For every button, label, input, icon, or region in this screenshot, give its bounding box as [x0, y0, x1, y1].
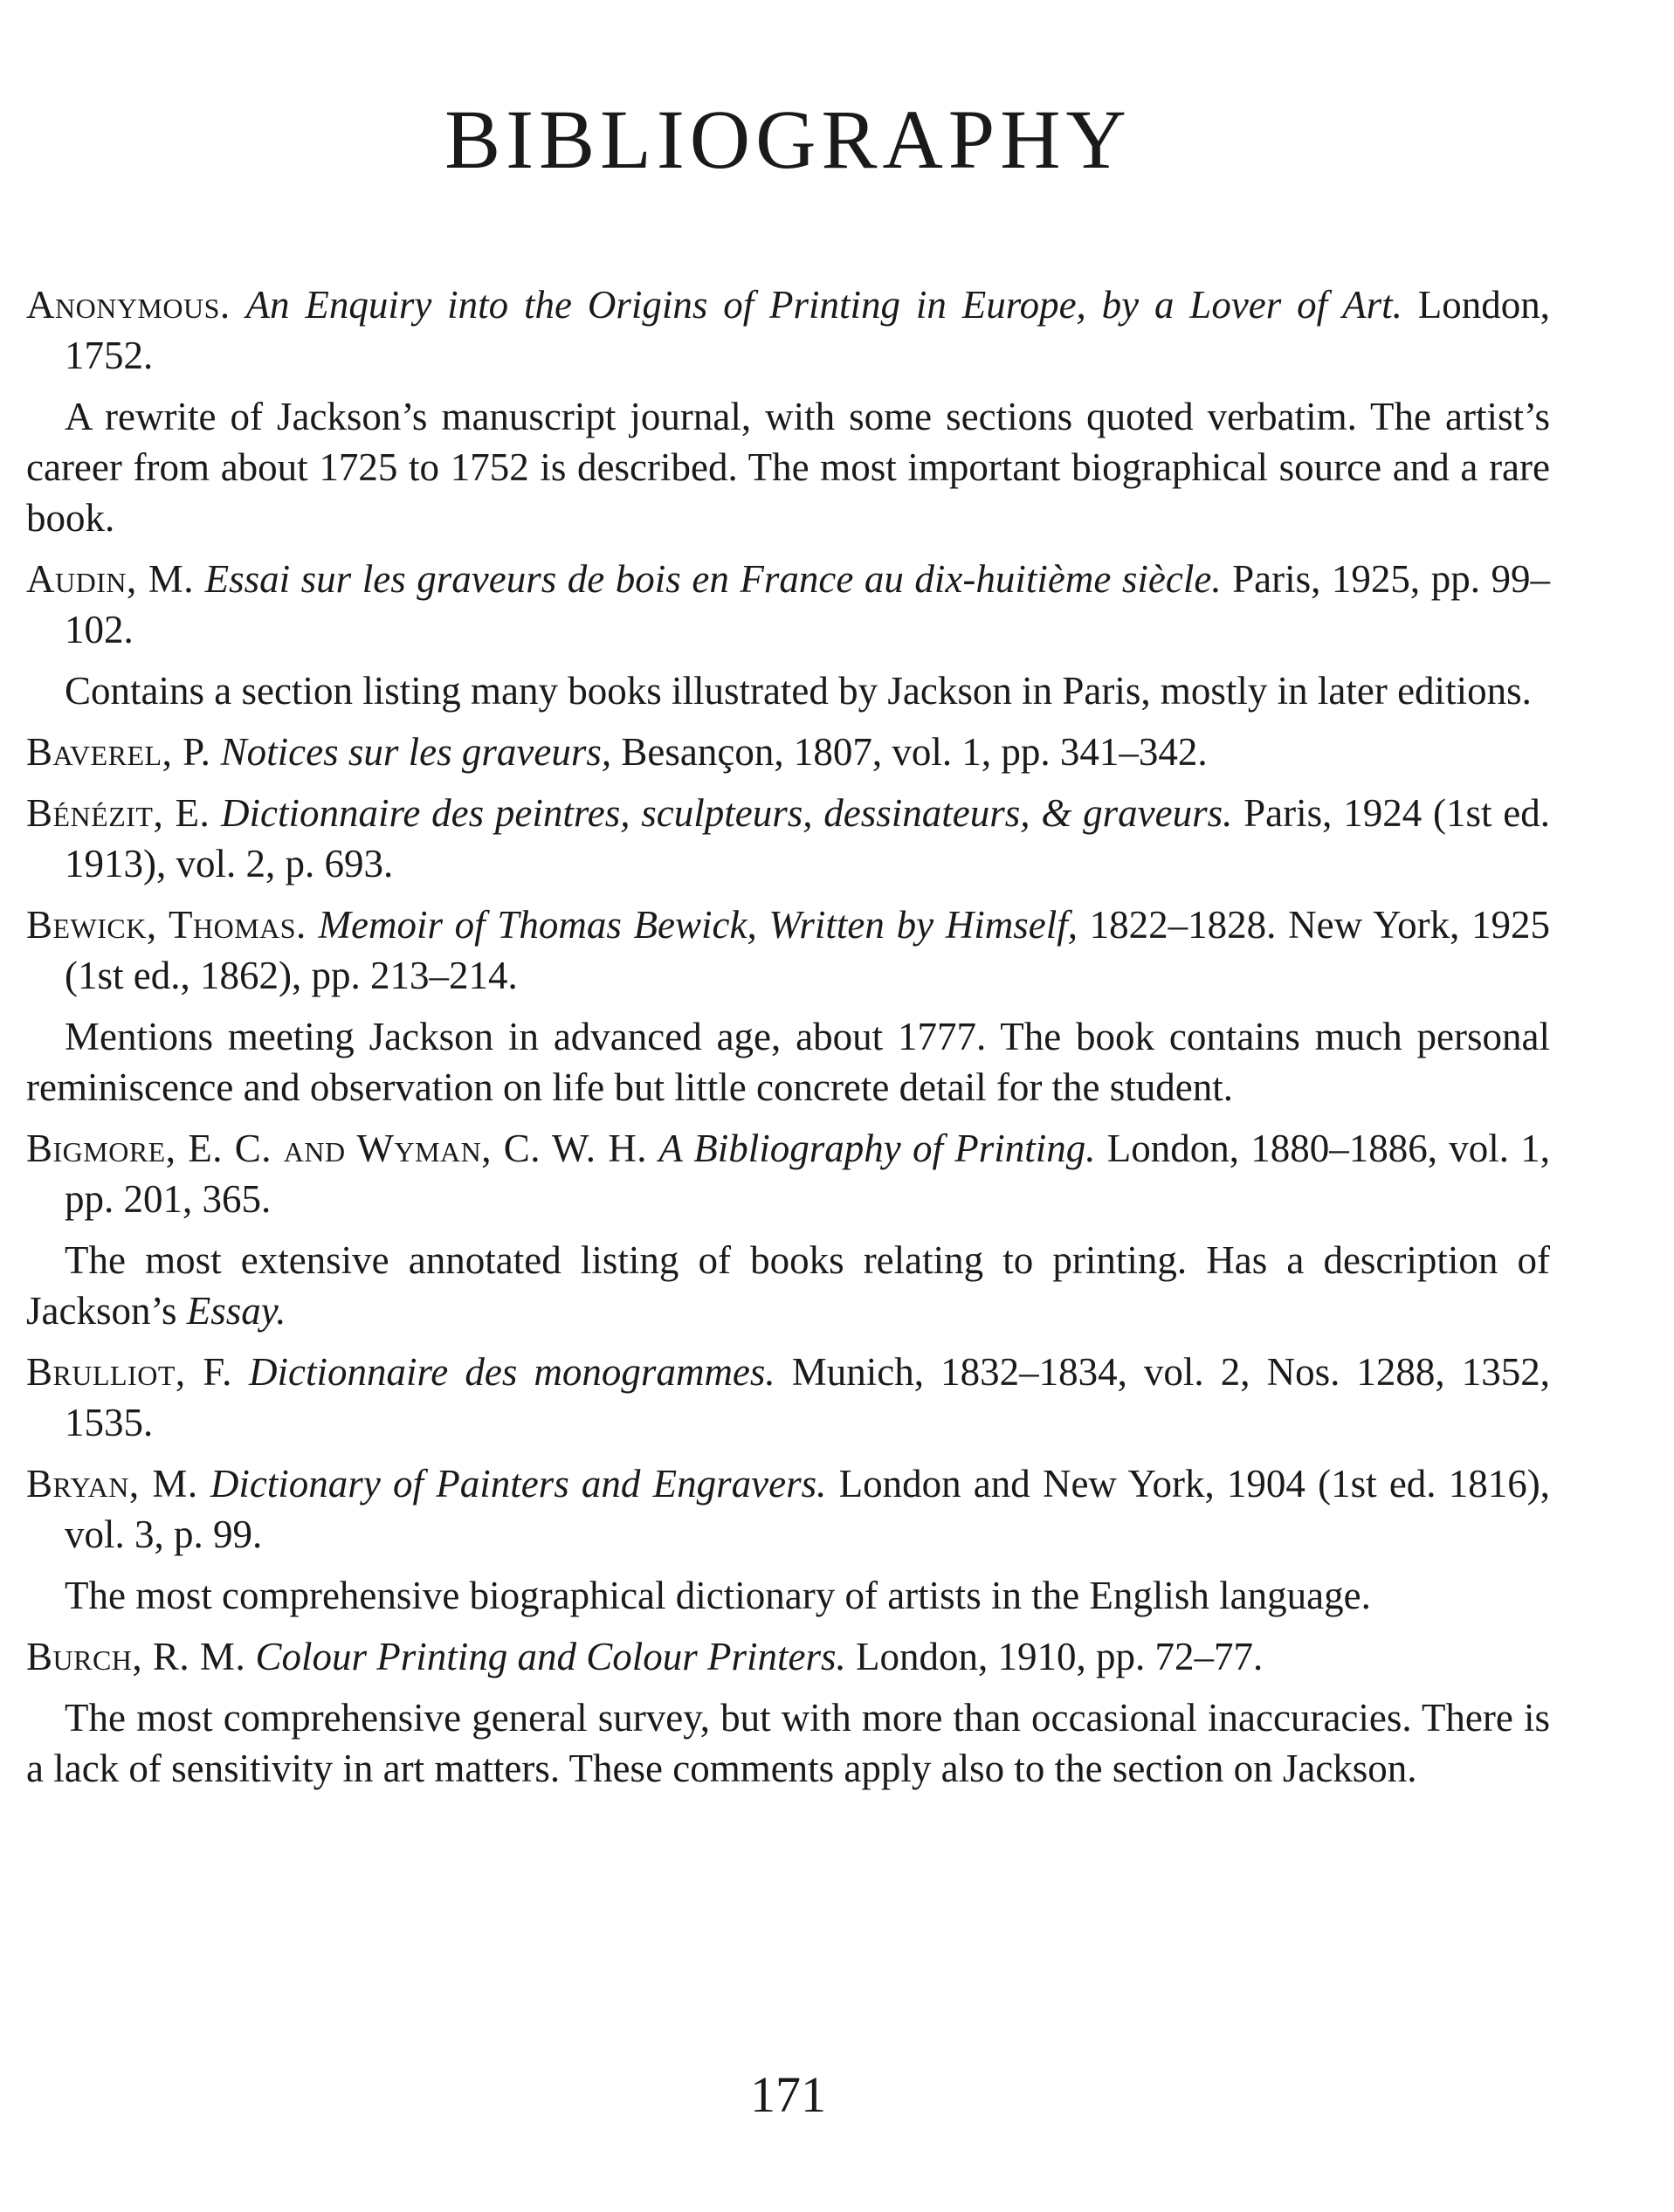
entry-details: London and New York, 1904 (1st ed. 1816), vol. 3, p. 99. — [65, 1462, 1551, 1556]
bibliography-entry-audin — [26, 554, 1550, 716]
bibliography-entry-bryan — [26, 1458, 1550, 1621]
entry-note — [26, 1235, 1550, 1336]
entry-author: Anonymous. — [26, 283, 231, 327]
entry-title: Colour Printing and Colour Printers. — [255, 1635, 846, 1678]
entry-note: The most comprehensive biographical dictionary of artists in the English language. — [65, 1574, 1371, 1617]
entry-author: Bigmore, E. C. and Wyman, C. W. H. — [26, 1127, 648, 1170]
entry-author: Burch, R. M. — [26, 1635, 246, 1678]
entry-note-text: The most extensive annotated listing of books relating to printing. Has a description of Jackson’s — [26, 1238, 1550, 1333]
bibliography-entry-bigmore-wyman — [26, 1123, 1550, 1336]
entry-author: Brulliot, F. — [26, 1350, 232, 1394]
entry-title: Dictionnaire des monogrammes. — [248, 1350, 775, 1394]
bibliography-list — [26, 279, 1550, 1794]
bibliography-entry-bewick — [26, 899, 1550, 1113]
entry-author: Bewick, Thomas. — [26, 903, 307, 947]
book-page — [26, 0, 1550, 2212]
entry-note-title: Essay. — [186, 1289, 286, 1333]
bibliography-entry-brulliot — [26, 1347, 1550, 1448]
entry-note: The most comprehensive general survey, but with more than occasional inaccuracies. There is a lack of sensitivity in art matters. These comments apply also to the section on Jackson. — [26, 1696, 1550, 1790]
entry-title: A Bibliography of Printing. — [658, 1127, 1096, 1170]
entry-details: Paris, 1924 (1st ed. 1913), vol. 2, p. 693. — [65, 791, 1551, 885]
entry-title: Dictionary of Painters and Engravers. — [210, 1462, 827, 1506]
entry-details: London, 1880–1886, vol. 1, pp. 201, 365. — [65, 1127, 1551, 1221]
entry-author: Bryan, M. — [26, 1462, 198, 1506]
page-title: BIBLIOGRAPHY — [444, 93, 1132, 186]
entry-note: Contains a section listing many books illustrated by Jackson in Paris, mostly in later editions. — [65, 669, 1532, 713]
entry-title: Notices sur les graveurs, — [220, 730, 612, 774]
entry-author: Audin, M. — [26, 557, 195, 601]
bibliography-entry-burch — [26, 1631, 1550, 1794]
entry-title: Essai sur les graveurs de bois en France au dix-huitième siècle. — [204, 557, 1222, 601]
entry-title: Dictionnaire des peintres, sculpteurs, dessinateurs, & graveurs. — [221, 791, 1233, 835]
bibliography-entry-baverel — [26, 727, 1550, 777]
entry-details: London, 1752. — [65, 283, 1550, 377]
entry-details: Munich, 1832–1834, vol. 2, Nos. 1288, 1352, 1535. — [65, 1350, 1551, 1444]
page-number: 171 — [750, 2066, 826, 2123]
entry-title: An Enquiry into the Origins of Printing in Europe, by a Lover of Art. — [245, 283, 1402, 327]
entry-author: Baverel, P. — [26, 730, 211, 774]
entry-details: 1822–1828. New York, 1925 (1st ed., 1862), pp. 213–214. — [65, 903, 1550, 997]
entry-author: Bénézit, E. — [26, 791, 210, 835]
entry-details: London, 1910, pp. 72–77. — [856, 1635, 1264, 1678]
entry-details: Paris, 1925, pp. 99–102. — [65, 557, 1551, 651]
entry-note: A rewrite of Jackson’s manuscript journal, with some sections quoted verbatim. The artist’s career from about 1725 to 1752 is described. The most important biographical source and a rare book. — [26, 395, 1550, 540]
entry-note: Mentions meeting Jackson in advanced age, about 1777. The book contains much personal reminiscence and observation on life but little concrete detail for the student. — [26, 1015, 1550, 1109]
entry-title: Memoir of Thomas Bewick, Written by Himself, — [318, 903, 1078, 947]
bibliography-entry-benezit — [26, 788, 1550, 889]
entry-details: Besançon, 1807, vol. 1, pp. 341–342. — [621, 730, 1208, 774]
bibliography-entry-anonymous — [26, 279, 1550, 543]
